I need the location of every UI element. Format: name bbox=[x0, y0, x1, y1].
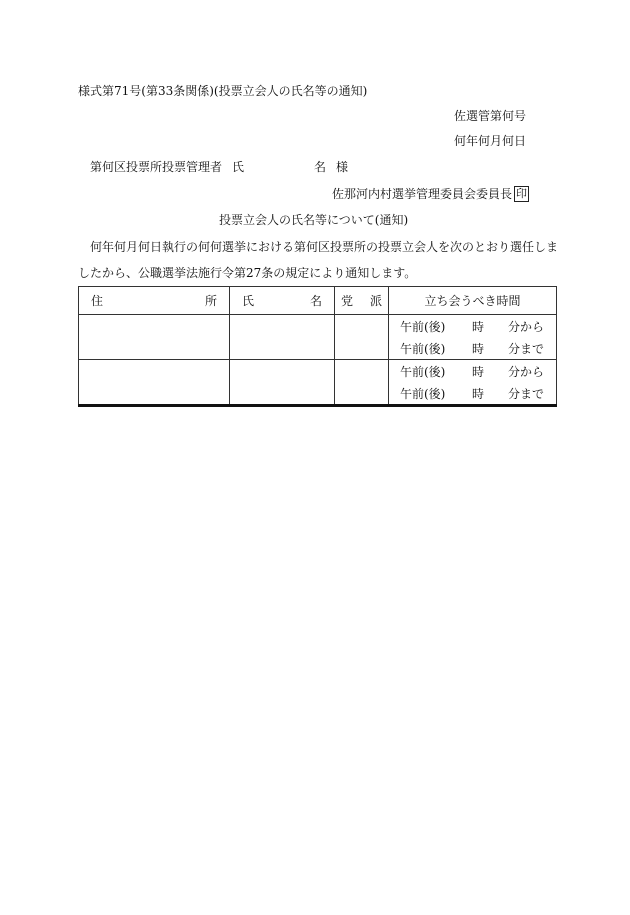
header-attendance-time: 立ち会うべき時間 bbox=[389, 287, 557, 315]
name-cell bbox=[230, 315, 335, 360]
issue-date: 何年何月何日 bbox=[453, 134, 526, 148]
seal-mark: 印 bbox=[516, 187, 527, 200]
appointee-table bbox=[78, 286, 557, 407]
addressee-mei-placeholder: 名 bbox=[314, 160, 327, 174]
table-header-row bbox=[79, 287, 557, 315]
header-name: 氏 名 bbox=[230, 287, 335, 315]
body-text-line-1: 何年何月何日執行の何何選挙における第何区投票所の投票立会人を次のとおり選任しま bbox=[90, 240, 559, 254]
time-from-line: 午前(後) 時 分から bbox=[400, 364, 545, 379]
time-cell bbox=[389, 315, 557, 360]
body-text-line-2: したから、公職選挙法施行令第27条の規定により通知します。 bbox=[78, 266, 417, 280]
addressee-title: 第何区投票所投票管理者 bbox=[90, 160, 235, 174]
office-number: 佐選管第何号 bbox=[453, 109, 526, 123]
address-cell bbox=[79, 315, 230, 360]
address-cell bbox=[79, 360, 230, 406]
party-cell bbox=[335, 315, 389, 360]
name-cell bbox=[230, 360, 335, 406]
party-cell bbox=[335, 360, 389, 406]
table-row bbox=[79, 315, 557, 360]
header-address: 住 所 bbox=[79, 287, 230, 315]
time-to-line: 午前(後) 時 分まで bbox=[400, 341, 545, 356]
time-cell bbox=[389, 360, 557, 406]
sender-title: 佐那河内村選挙管理委員会委員長 bbox=[331, 187, 512, 201]
addressee-shi-placeholder: 氏 bbox=[232, 160, 245, 174]
time-from-line: 午前(後) 時 分から bbox=[400, 319, 545, 334]
table-row bbox=[79, 360, 557, 406]
form-number: 様式第71号(第33条関係)(投票立会人の氏名等の通知) bbox=[78, 84, 368, 98]
time-to-line: 午前(後) 時 分まで bbox=[400, 386, 545, 401]
addressee-honorific: 様 bbox=[336, 160, 349, 174]
document-subject: 投票立会人の氏名等について(通知) bbox=[219, 213, 409, 227]
header-party: 党 派 bbox=[335, 287, 389, 315]
